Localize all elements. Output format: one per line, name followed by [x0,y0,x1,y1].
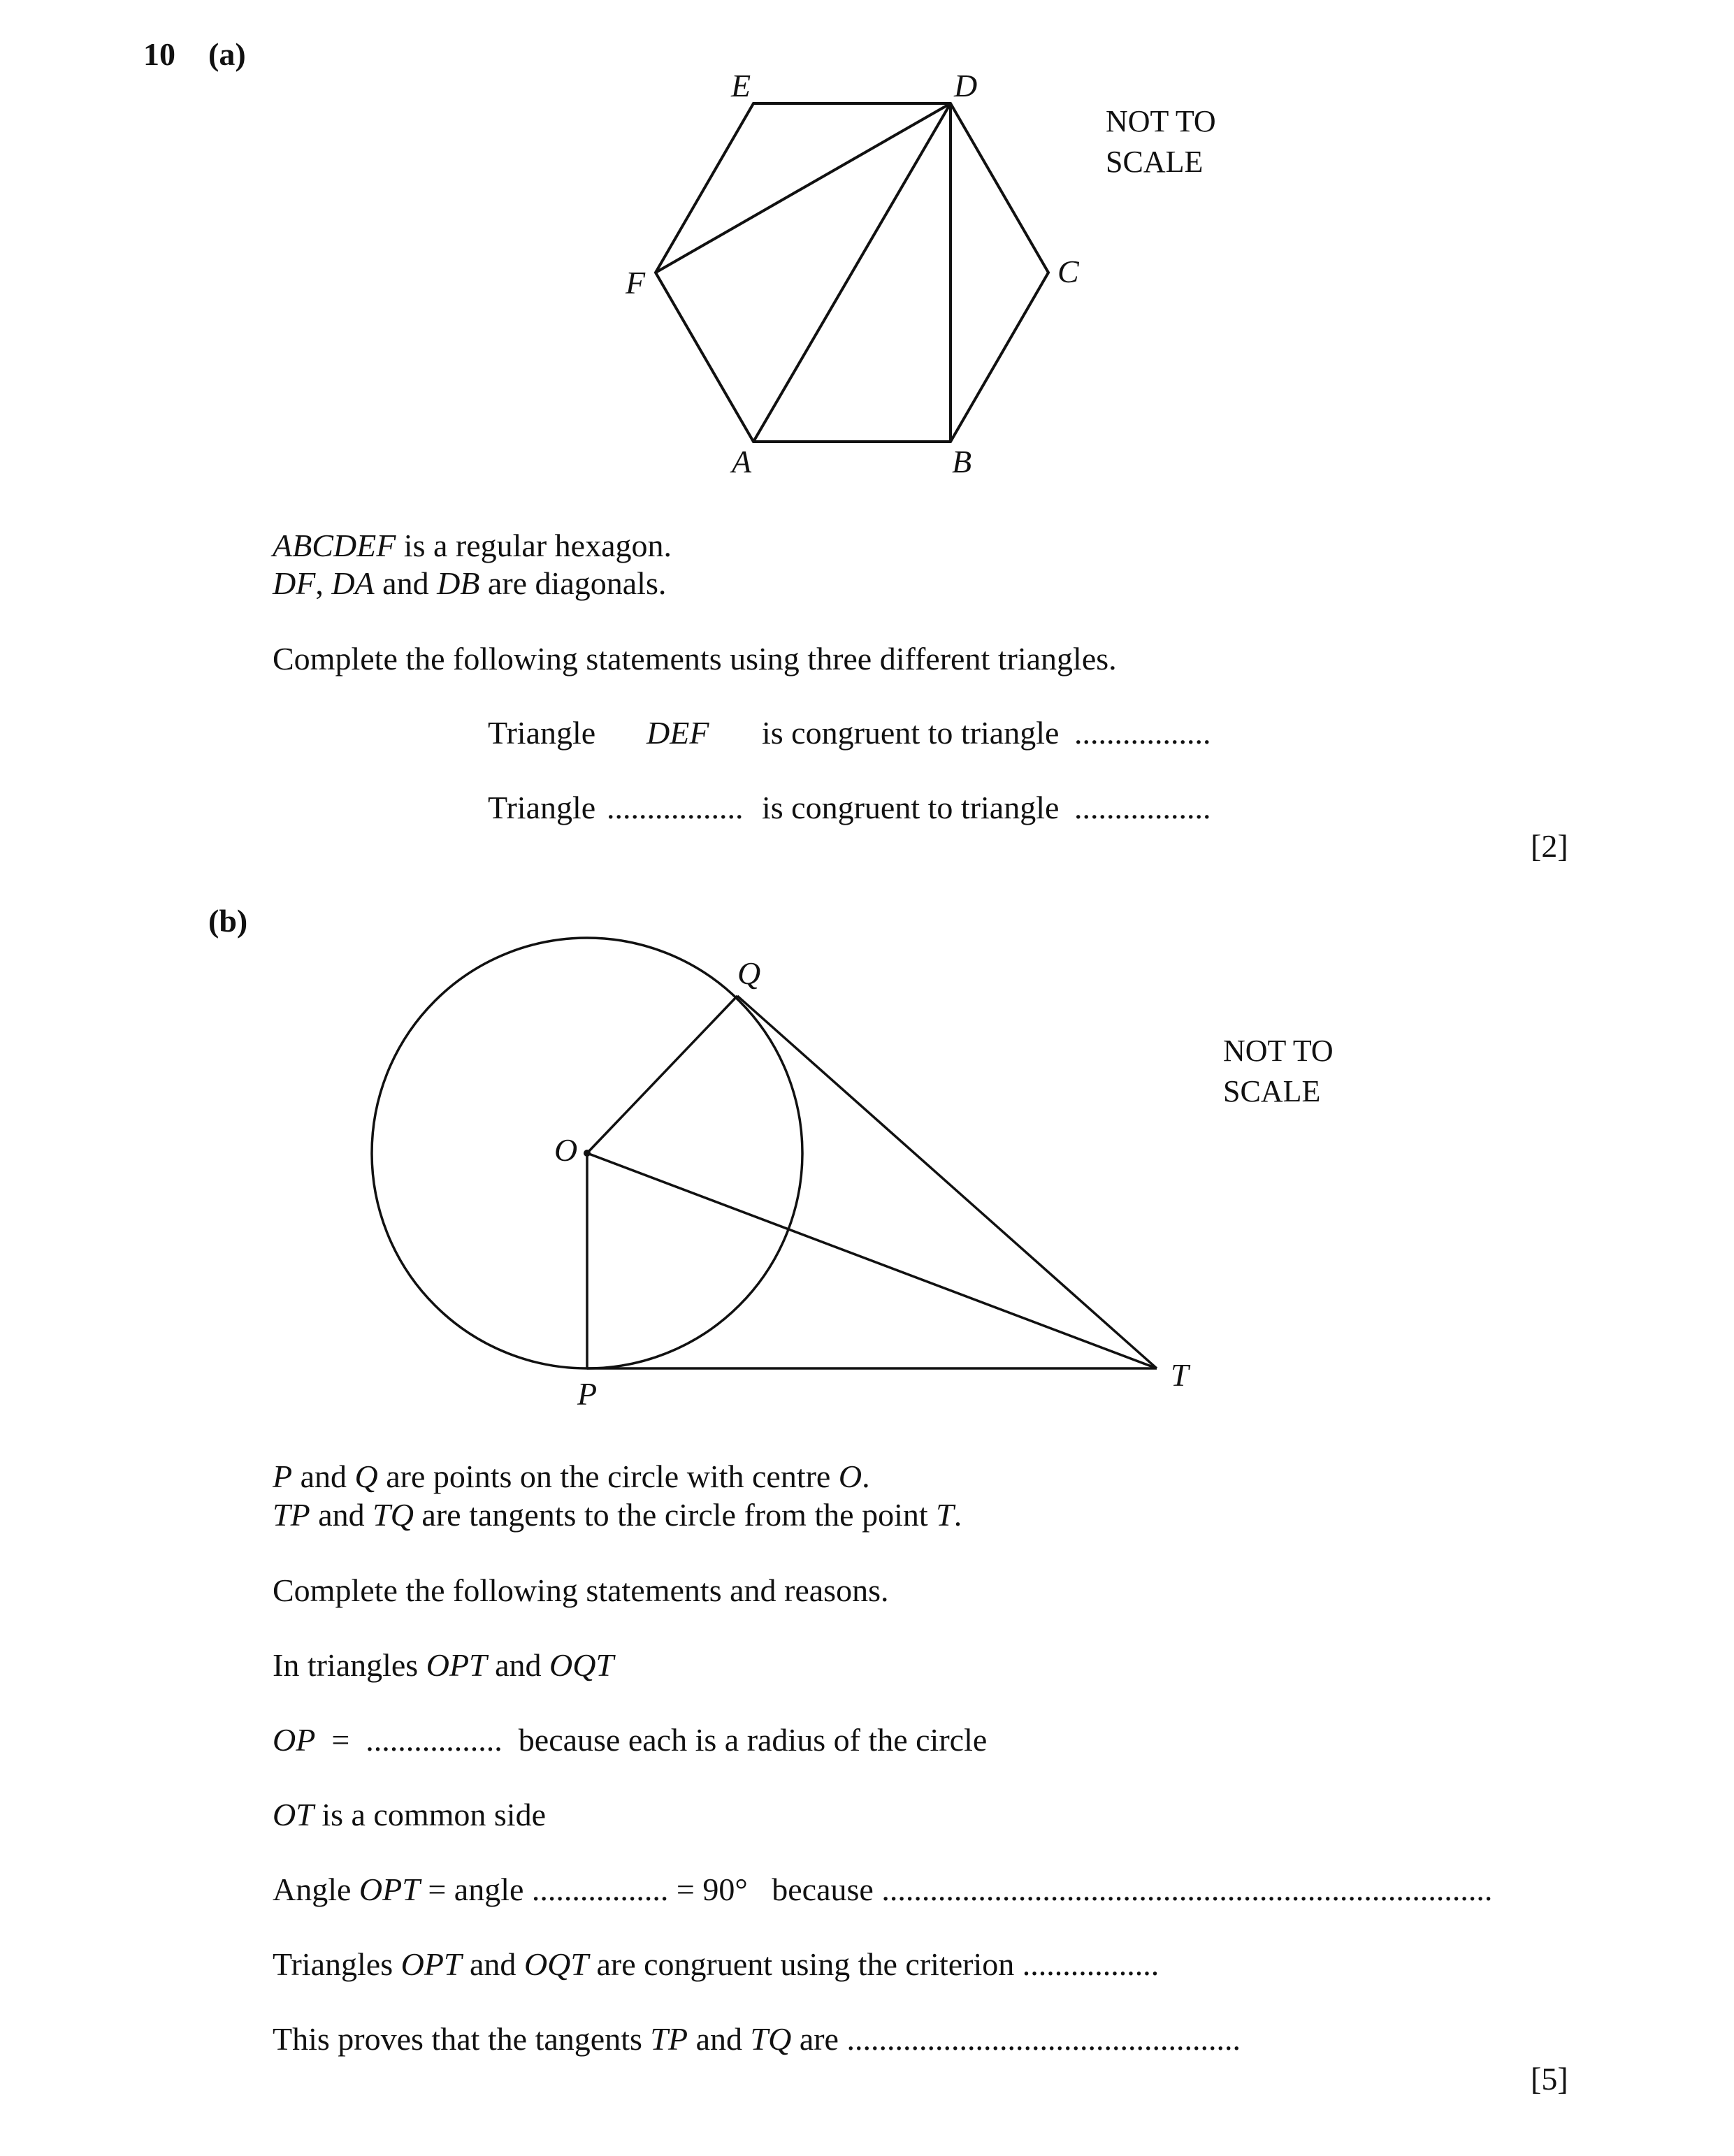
text-run: TP [273,1497,310,1533]
point-label-t: T [1171,1357,1189,1393]
answer-blank[interactable]: ................................................. [846,2021,1241,2057]
text-run: OPT [400,1946,462,1982]
statement-1-triangle: DEF [646,715,709,751]
text-run: OT [273,1797,314,1832]
answer-blank[interactable]: ................. [366,1722,503,1758]
part-a-hexagon-statement: ABCDEF is a regular hexagon. [273,528,672,563]
part-a-label: (a) [208,36,246,72]
text-run: and [292,1459,355,1494]
part-a-marks: [2] [1531,828,1568,864]
text-run: OPT [426,1647,487,1683]
text-run: and [486,1647,550,1683]
text-run: Angle [273,1872,359,1907]
answer-blank[interactable]: ................. [531,1872,669,1907]
text-run: are tangents to the circle from the point [413,1497,937,1533]
question-number: 10 [143,36,175,72]
statement-2-prefix: Triangle [488,790,596,825]
text-run: This proves that the tangents [273,2021,651,2057]
vertex-label-d: D [954,68,978,103]
diagonal-da [753,103,951,442]
point-label-o: O [554,1132,578,1168]
centre-dot [584,1150,591,1157]
text-run: is a common side [313,1797,546,1832]
not-to-scale-b-line2: SCALE [1223,1074,1321,1108]
answer-blank[interactable]: ................. [1022,1946,1159,1982]
part-b-instruction: Complete the following statements and reasons. [273,1572,889,1608]
statement-2-middle: is congruent to triangle [762,790,1060,825]
answer-blank[interactable]: . [862,1459,870,1494]
line-ot [587,1153,1157,1368]
text-run: and [688,2021,751,2057]
text-run: DF [273,565,316,601]
text-run: DB [437,565,480,601]
text-run: O [838,1459,862,1494]
vertex-label-e: E [731,68,751,103]
part-a-instruction: Complete the following statements using three different triangles. [273,641,1117,677]
statement-2-answer-blank-1[interactable]: ................. [607,790,744,825]
tangents-proof-line[interactable] [273,2023,1241,2055]
part-b-tangents-statement [273,1499,962,1531]
text-run: are diagonals. [479,565,667,601]
statement-2-answer-blank-2[interactable]: ................. [1074,790,1211,825]
text-run: = angle [419,1872,532,1907]
text-run: P [273,1459,293,1494]
text-run: TQ [750,2021,792,2057]
text-run: and [310,1497,373,1533]
text-run: = [315,1722,366,1758]
text-run: DA [331,565,375,601]
text-run: OP [273,1722,316,1758]
part-a-diagonals-statement [273,567,666,600]
text-run: T [936,1497,954,1533]
not-to-scale-a-line2: SCALE [1106,145,1204,179]
text-run: are points on the circle with centre [377,1459,839,1494]
text-run: and [461,1946,524,1982]
text-run: and [374,565,438,601]
point-label-q: Q [737,955,761,991]
diagonal-df [656,103,951,273]
vertex-label-b: B [952,444,972,479]
text-run: TQ [373,1497,414,1533]
part-b-marks: [5] [1531,2061,1568,2097]
text-run: OQT [549,1647,614,1683]
text-run: TP [650,2021,688,2057]
vertex-label-f: F [626,265,646,301]
ot-common-side-line [273,1799,546,1831]
hexagon-name: ABCDEF [273,528,396,563]
not-to-scale-a-line1: NOT TO [1106,104,1216,138]
radius-oq [587,996,737,1153]
vertex-label-a: A [732,444,752,479]
statement-1-prefix: Triangle [488,715,596,751]
statement-1-answer-blank[interactable]: ................. [1074,715,1211,751]
part-b-label: (b) [208,903,248,939]
part-b-points-statement [273,1461,870,1493]
answer-blank[interactable]: ............................................................................ [881,1872,1493,1907]
not-to-scale-b-line1: NOT TO [1223,1034,1334,1068]
text-run: In triangles [273,1647,426,1683]
point-label-p: P [577,1376,598,1412]
in-triangles-line [273,1649,614,1681]
angle-line[interactable] [273,1874,1492,1906]
text-run: are [791,2021,847,2057]
text-run: OPT [359,1872,420,1907]
text-run: Triangles [273,1946,401,1982]
text-run: , [315,565,332,601]
op-equals-line[interactable] [273,1724,987,1756]
text-run: are congruent using the criterion [588,1946,1023,1982]
vertex-label-c: C [1057,254,1079,289]
text-run: because each is a radius of the circle [502,1722,988,1758]
text-run: Q [354,1459,378,1494]
text-run: OQT [523,1946,588,1982]
text-run: = 90° because [668,1872,882,1907]
congruent-criterion-line[interactable] [273,1948,1159,1981]
statement-1-middle: is congruent to triangle [762,715,1060,751]
answer-blank[interactable]: . [953,1497,962,1533]
